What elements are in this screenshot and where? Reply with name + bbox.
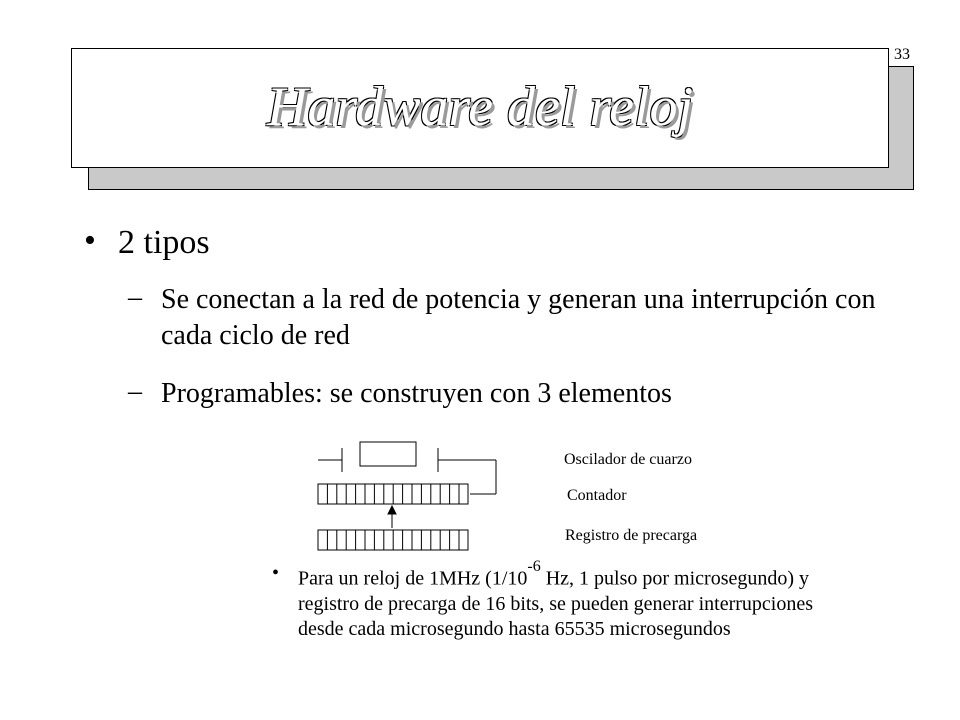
sub-bullet-programmable: Programables: se construyen con 3 elementos bbox=[161, 378, 672, 409]
note-text-part1: Para un reloj de 1MHz (1/10 bbox=[298, 567, 528, 590]
label-counter: Contador bbox=[567, 487, 627, 504]
bullet-marker: • bbox=[84, 222, 96, 259]
sub-bullet-power-network: Se conectan a la red de potencia y generan una interrupción con cada ciclo de red bbox=[161, 284, 876, 351]
note-text-part2: Hz, 1 pulso por microsegundo) y registro de precarga de 16 bits, se pueden generar interrupciones desde cada microsegundo hasta 65535 microsegundos bbox=[298, 567, 813, 640]
note-clock-calculation bbox=[298, 560, 858, 642]
note-exponent: -6 bbox=[527, 558, 541, 575]
bullet-two-types: 2 tipos bbox=[118, 224, 210, 261]
clock-hardware-diagram bbox=[310, 440, 510, 554]
label-oscillator: Oscilador de cuarzo bbox=[564, 451, 692, 468]
preload-register-symbol bbox=[318, 530, 468, 550]
crystal-oscillator-symbol bbox=[318, 442, 496, 494]
sub-bullet-marker: – bbox=[128, 282, 142, 313]
page-number: 33 bbox=[894, 46, 910, 63]
counter-register-symbol bbox=[318, 484, 468, 504]
slide-title: Hardware del reloj bbox=[266, 76, 694, 138]
sub-bullet-marker: – bbox=[128, 376, 142, 407]
label-preload-register: Registro de precarga bbox=[565, 527, 698, 544]
bullet-marker: • bbox=[272, 562, 280, 584]
load-arrow bbox=[388, 506, 396, 528]
